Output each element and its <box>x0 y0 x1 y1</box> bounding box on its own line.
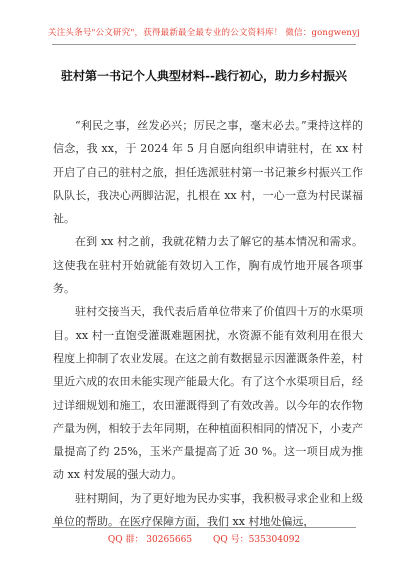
header-divider <box>52 44 356 45</box>
paragraph: 驻村期间，为了更好地为民办实事，我积极寻求企业和上级单位的帮助。在医疗保障方面，我们 xx 村地处偏远， <box>53 491 363 529</box>
document-body <box>53 114 363 533</box>
page-header: 关注头条号"公文研究"，获得最新最全最专业的公文资料库！ 微信：gongwenyj <box>48 28 360 38</box>
paragraph: 在到 xx 村之前，我就花精力去了解它的基本情况和需求。这使我在驻村开始就能有效切入工作，胸有成竹地开展各项事务。 <box>53 235 363 296</box>
qq-group: QQ 群： 30265665 <box>107 535 193 545</box>
paragraph: 驻村交接当天，我代表后盾单位带来了价值四十万的水渠项目。xx 村一直饱受灌溉难题困扰，水资源不能有效利用在很大程度上抑制了农业发展。在这之前有数据显示因灌溉条件差，村里近六成的农田未能实现产能最大化。有了这个水渠项目后，经过详细规划和施工，农田灌溉得到了有效改善。以今年的农作物产量为例，相较于去年同期，在种植面积相同的情况下，小麦产量提高了约 25%，玉米产量提高了近 30 %。这一项目成为推动 xx 村发展的强大动力。 <box>53 305 363 482</box>
paragraph: “利民之事，丝发必兴；厉民之事，毫末必去。”秉持这样的信念，我 xx，于 2024 年 5 月自愿向组织申请驻村，在 xx 村开启了自己的驻村之旅，担任选派驻村第一书记兼乡村振兴工作队队长，我决心两脚沾泥，扎根在 xx 村，一心一意为村民谋福祉。 <box>53 119 363 226</box>
qq-number: QQ 号：535304092 <box>213 535 301 545</box>
page-footer <box>40 532 368 545</box>
footer-divider <box>52 527 356 528</box>
document-title: 驻村第一书记个人典型材料--践行初心，助力乡村振兴 <box>61 69 347 83</box>
